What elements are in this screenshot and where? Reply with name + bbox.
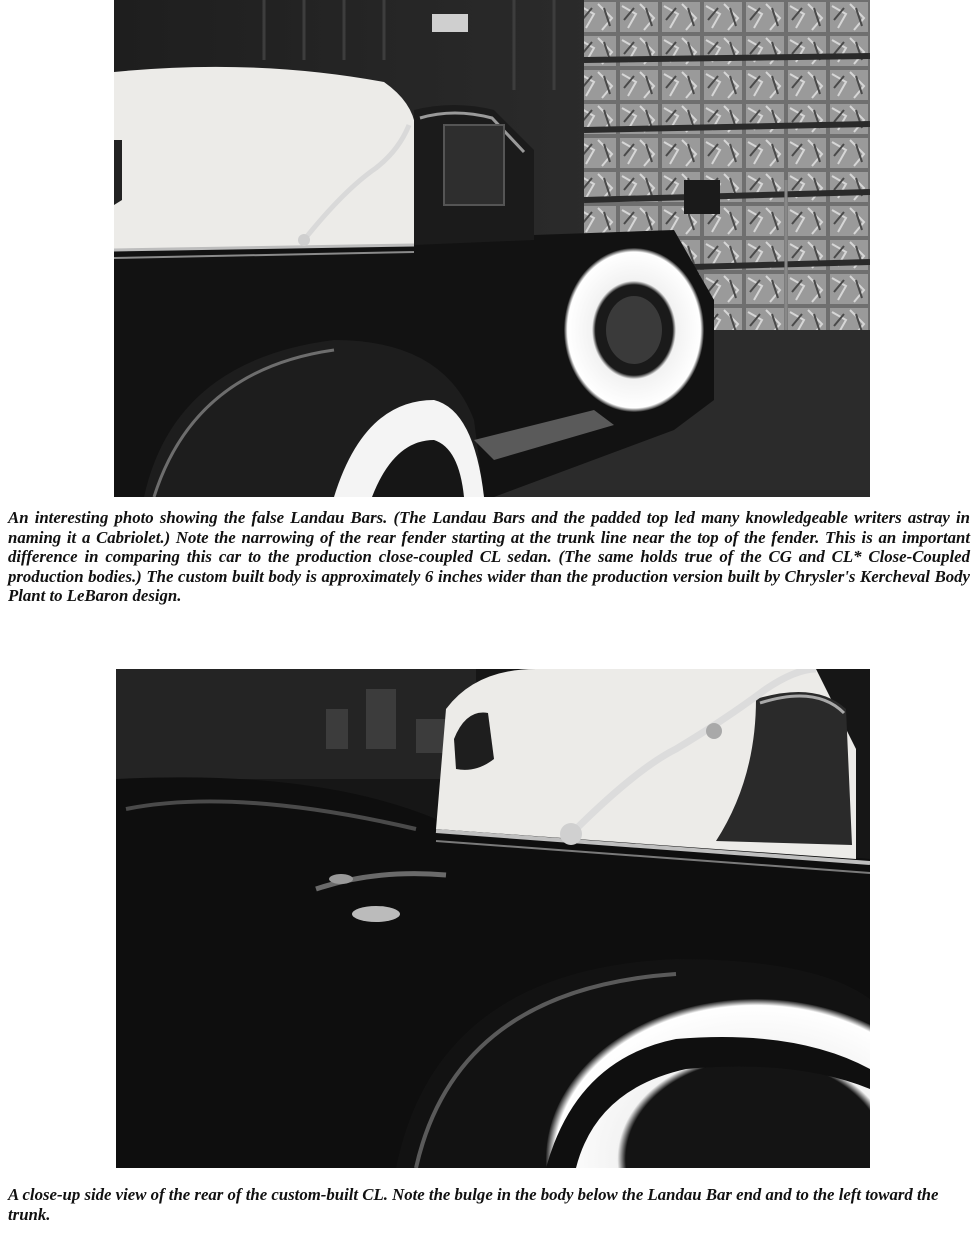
photo-top-illustration: [114, 0, 870, 497]
photo-top: [114, 0, 870, 497]
caption-bottom: A close-up side view of the rear of the custom-built CL. Note the bulge in the body below the Landau Bar end and to the left toward the trunk.: [8, 1185, 939, 1224]
photo-bottom-illustration: [116, 669, 870, 1168]
caption-top: An interesting photo showing the false Landau Bars. (The Landau Bars and the padded top led many knowledgeable writers astray in naming it a Cabriolet.) Note the narrowing of the rear fender starting at the trunk line near the top of the fender. This is an important difference in comparing this car to the production close-coupled CL sedan. (The same holds true of the CG and CL* Close-Coupled production bodies.) The custom built body is approximately 6 inches wider than the production version built by Chrysler's Kercheval Body Plant to LeBaron design.: [8, 508, 970, 605]
photo-bottom: [116, 669, 870, 1168]
